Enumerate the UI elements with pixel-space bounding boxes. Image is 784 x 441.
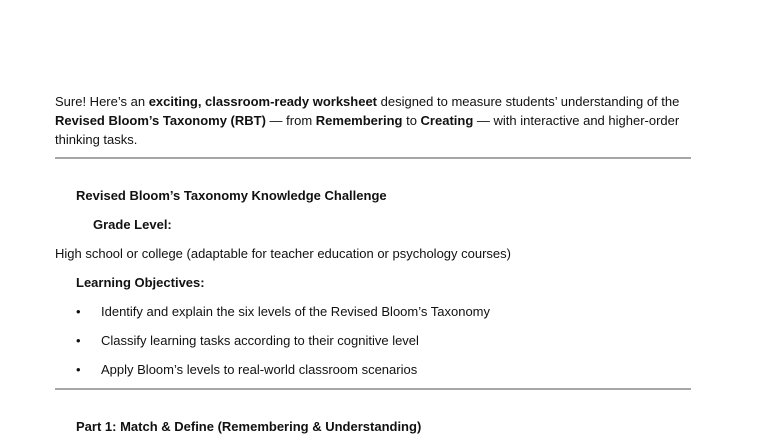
learning-objectives-label: Learning Objectives: — [76, 275, 205, 290]
intro-text-1: Sure! Here’s an — [55, 94, 149, 109]
intro-paragraph — [55, 92, 695, 149]
objective-item: Apply Bloom’s levels to real-world classroom scenarios — [101, 362, 418, 377]
intro-bold-rbt: Revised Bloom’s Taxonomy (RBT) — [55, 113, 266, 128]
bullet-icon: • — [76, 362, 81, 377]
bullet-icon: • — [76, 304, 81, 319]
intro-text-5: — with interactive and higher-order thinking tasks. — [55, 113, 680, 147]
horizontal-divider — [55, 388, 691, 390]
bullet-icon: • — [76, 333, 81, 348]
intro-bold-worksheet: exciting, classroom-ready worksheet — [148, 94, 378, 109]
intro-text-4: to — [402, 113, 421, 128]
grade-level-label: Grade Level: — [93, 217, 172, 232]
grade-level-value: High school or college (adaptable for teacher education or psychology courses) — [55, 246, 511, 261]
worksheet-title: Revised Bloom’s Taxonomy Knowledge Challenge — [76, 188, 387, 203]
intro-bold-creating: Creating — [420, 113, 474, 128]
horizontal-divider — [55, 157, 691, 159]
intro-bold-remembering: Remembering — [315, 113, 403, 128]
intro-text-2: designed to measure students’ understanding of the — [377, 94, 680, 109]
part1-heading: Part 1: Match & Define (Remembering & Understanding) — [76, 419, 422, 434]
objective-item: Identify and explain the six levels of the Revised Bloom’s Taxonomy — [101, 304, 491, 319]
objective-item: Classify learning tasks according to their cognitive level — [101, 333, 419, 348]
intro-text-3: — from — [265, 113, 316, 128]
